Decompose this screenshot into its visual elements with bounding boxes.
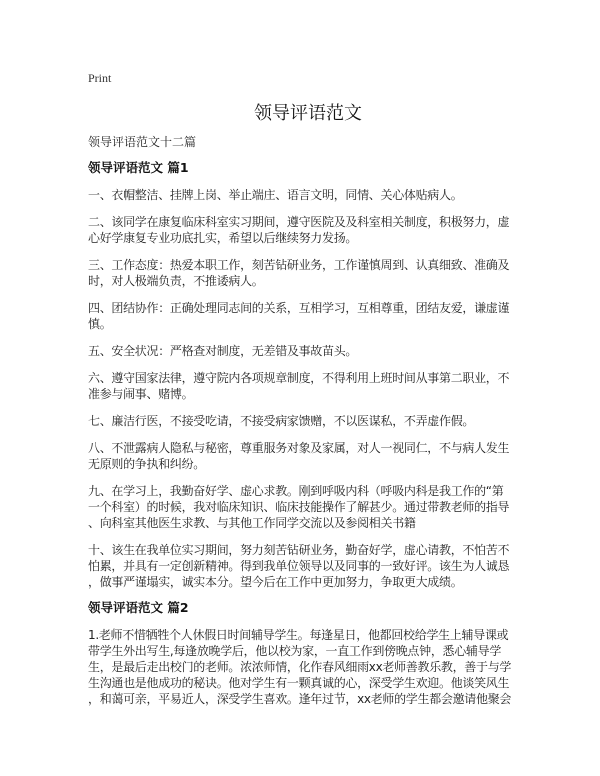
paragraph-line: 慎。: [88, 317, 112, 331]
paragraph: [88, 483, 528, 531]
paragraph: [88, 214, 528, 246]
paragraph-line: 带学生外出写生,每逢放晚学后，他以校为家，一直工作到傍晚点钟，悉心辅导学: [88, 644, 502, 658]
section-heading: 领导评语范文 篇2: [88, 600, 189, 615]
paragraph-line: 怕累，并具有一定创新精神。得到我单位领导以及同事的一致好评。该生为人诚恳: [88, 559, 510, 573]
paragraph-line: 1.老师不惜牺牲个人休假日时间辅导学生。每逢星日，他都回校给学生上辅导课或: [88, 628, 509, 642]
paragraph-line: 时，对人极端负责，不推诿病人。: [88, 274, 264, 288]
document-page: [88, 70, 528, 707]
paragraph: [88, 370, 528, 402]
paragraph-line: 八、不泄露病人隐私与秘密，尊重服务对象及家属，对人一视同仁，不与病人发生: [88, 441, 510, 455]
paragraph-line: 生，是最后走出校门的老师。浓浓师情，化作春风细雨xx老师善教乐教，善于与学: [88, 660, 512, 674]
paragraph: [88, 300, 528, 332]
paragraph: [88, 187, 528, 203]
paragraph: [88, 542, 528, 590]
paragraph-line: ，做事严谨塌实，诚实本分。望今后在工作中更加努力，争取更大成绩。: [88, 575, 463, 589]
paragraph-line: 二、该同学在康复临床科室实习期间，遵守医院及及科室相关制度，积极努力，虚: [88, 215, 510, 229]
document-title: 领导评语范文: [254, 103, 362, 124]
document-body: [88, 160, 528, 707]
paragraph-line: 无原则的争执和纠纷。: [88, 457, 206, 471]
paragraph: [88, 343, 528, 359]
paragraph-line: 七、廉洁行医，不接受吃请，不接受病家馈赠，不以医谋私，不弄虚作假。: [88, 414, 475, 428]
paragraph-line: 一个科室）的时候，我对临床知识、临床技能操作了解甚少。通过带教老师的指导: [88, 500, 510, 514]
section-heading: 领导评语范文 篇1: [88, 160, 189, 175]
document-subtitle: 领导评语范文十二篇: [88, 135, 197, 149]
paragraph: [88, 627, 528, 707]
paragraph: [88, 257, 528, 289]
paragraph-line: 准参与闹事、赌博。: [88, 387, 194, 401]
paragraph-line: ，和蔼可亲，平易近人，深受学生喜欢。逢年过节，xx老师的学生都会邀请他聚会: [88, 692, 512, 706]
paragraph-line: 一、衣帽整洁、挂牌上岗、举止端庄、语言文明，同情、关心体贴病人。: [88, 188, 463, 202]
paragraph-line: 十、该生在我单位实习期间，努力刻苦钻研业务，勤奋好学，虚心请教，不怕苦不: [88, 543, 510, 557]
paragraph-line: 心好学康复专业功底扎实，希望以后继续努力发扬。: [88, 231, 358, 245]
paragraph-line: 三、工作态度：热爱本职工作，刻苦钻研业务，工作谨慎周到、认真细致、准确及: [88, 258, 510, 272]
paragraph: [88, 440, 528, 472]
paragraph-line: 四、团结协作：正确处理同志间的关系，互相学习，互相尊重，团结友爱，谦虚谨: [88, 301, 510, 315]
paragraph-line: 五、安全状况：严格查对制度，无差错及事故苗头。: [88, 344, 358, 358]
paragraph: [88, 413, 528, 429]
paragraph-line: 生沟通也是他成功的秘诀。他对学生有一颗真诚的心，深受学生欢迎。他谈笑风生: [88, 676, 510, 690]
paragraph-line: 九、在学习上，我勤奋好学、虚心求教。刚到呼吸内科（呼吸内科是我工作的“第: [88, 484, 504, 498]
paragraph-line: 、向科室其他医生求教、与其他工作同学交流以及参阅相关书籍: [88, 516, 416, 530]
paragraph-line: 六、遵守国家法律，遵守院内各项规章制度，不得利用上班时间从事第二职业，不: [88, 371, 510, 385]
print-label: Print: [88, 71, 112, 85]
